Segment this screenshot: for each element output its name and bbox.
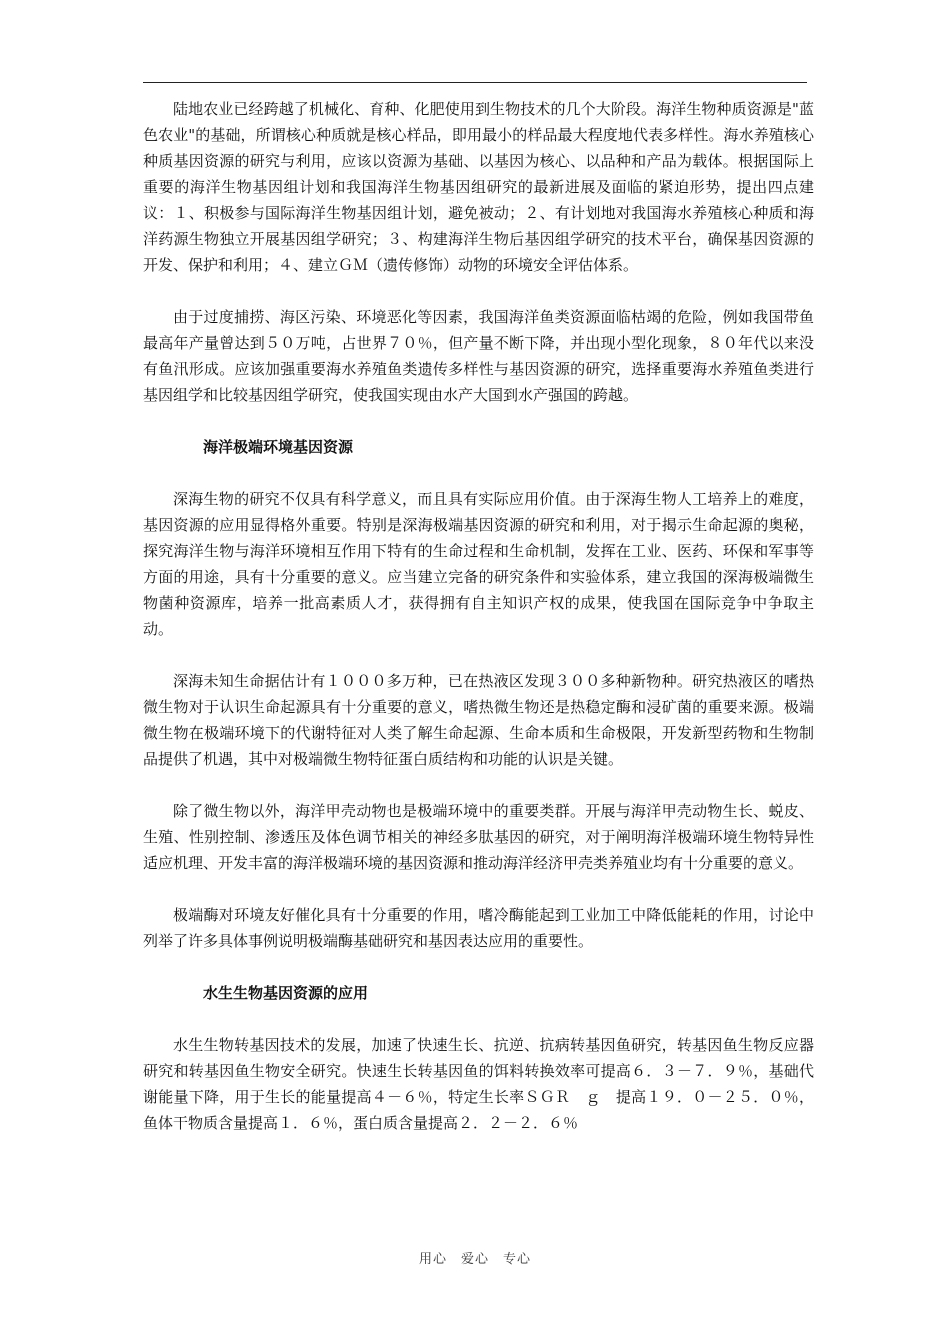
paragraph: 除了微生物以外，海洋甲壳动物也是极端环境中的重要类群。开展与海洋甲壳动物生长、蜕皮、生殖、性别控制、渗透压及体色调节相关的神经多肽基因的研究，对于阐明海洋极端环境生物特异性适应机理、开发丰富的海洋极端环境的基因资源和推动海洋经济甲壳类养殖业均有十分重要的意义。 — [143, 802, 814, 872]
paragraph: 陆地农业已经跨越了机械化、育种、化肥使用到生物技术的几个大阶段。海洋生物种质资源是"蓝色农业"的基础，所谓核心种质就是核心样品，即用最小的样品最大程度地代表多样性。海水养殖核心种质基因资源的研究与利用，应该以资源为基础、以基因为核心、以品种和产品为载体。根据国际上重要的海洋生物基因组计划和我国海洋生物基因组研究的最新进展及面临的紧迫形势，提出四点建议：１、积极参与国际海洋生物基因组计划，避免被动；２、有计划地对我国海水养殖核心种质和海洋药源生物独立开展基因组学研究；３、构建海洋生物后基因组学研究的技术平台，确保基因资源的开发、保护和利用；４、建立ＧＭ（遗传修饰）动物的环境安全评估体系。 — [143, 100, 814, 274]
paragraph: 深海未知生命据估计有１０００多万种，已在热液区发现３００多种新物种。研究热液区的嗜热微生物对于认识生命起源具有十分重要的意义，嗜热微生物还是热稳定酶和浸矿菌的重要来源。极端微生物在极端环境下的代谢特征对人类了解生命起源、生命本质和生命极限，开发新型药物和生物制品提供了机遇，其中对极端微生物特征蛋白质结构和功能的认识是关键。 — [143, 672, 814, 768]
header-rule — [143, 82, 807, 83]
paragraph: 深海生物的研究不仅具有科学意义，而且具有实际应用价值。由于深海生物人工培养上的难度，基因资源的应用显得格外重要。特别是深海极端基因资源的研究和利用，对于揭示生命起源的奥秘，探究海洋生物与海洋环境相互作用下特有的生命过程和生命机制，发挥在工业、医药、环保和军事等方面的用途，具有十分重要的意义。应当建立完备的研究条件和实验体系，建立我国的深海极端微生物菌种资源库，培养一批高素质人才，获得拥有自主知识产权的成果，使我国在国际竞争中争取主动。 — [143, 490, 814, 638]
section-heading: 海洋极端环境基因资源 — [203, 438, 354, 456]
section-heading: 水生生物基因资源的应用 — [203, 984, 369, 1002]
paragraph: 由于过度捕捞、海区污染、环境恶化等因素，我国海洋鱼类资源面临枯竭的危险，例如我国带鱼最高年产量曾达到５０万吨，占世界７０％，但产量不断下降，并出现小型化现象，８０年代以来没有鱼汛形成。应该加强重要海水养殖鱼类遗传多样性与基因资源的研究，选择重要海水养殖鱼类进行基因组学和比较基因组学研究，使我国实现由水产大国到水产强国的跨越。 — [143, 308, 814, 404]
paragraph: 水生生物转基因技术的发展，加速了快速生长、抗逆、抗病转基因鱼研究，转基因鱼生物反应器研究和转基因鱼生物安全研究。快速生长转基因鱼的饵料转换效率可提高６．３－７．９％，基础代谢能量下降，用于生长的能量提高４－６％，特定生长率ＳＧＲ ｇ 提高１９．０－２５．０％，鱼体干物质含量提高１．６％，蛋白质含量提高２．２－２．６％ — [143, 1036, 814, 1132]
page-footer: 用心 爱心 专心 — [418, 1252, 531, 1267]
paragraph: 极端酶对环境友好催化具有十分重要的作用，嗜冷酶能起到工业加工中降低能耗的作用，讨论中列举了许多具体事例说明极端酶基础研究和基因表达应用的重要性。 — [143, 906, 814, 950]
document-body — [143, 96, 814, 1136]
